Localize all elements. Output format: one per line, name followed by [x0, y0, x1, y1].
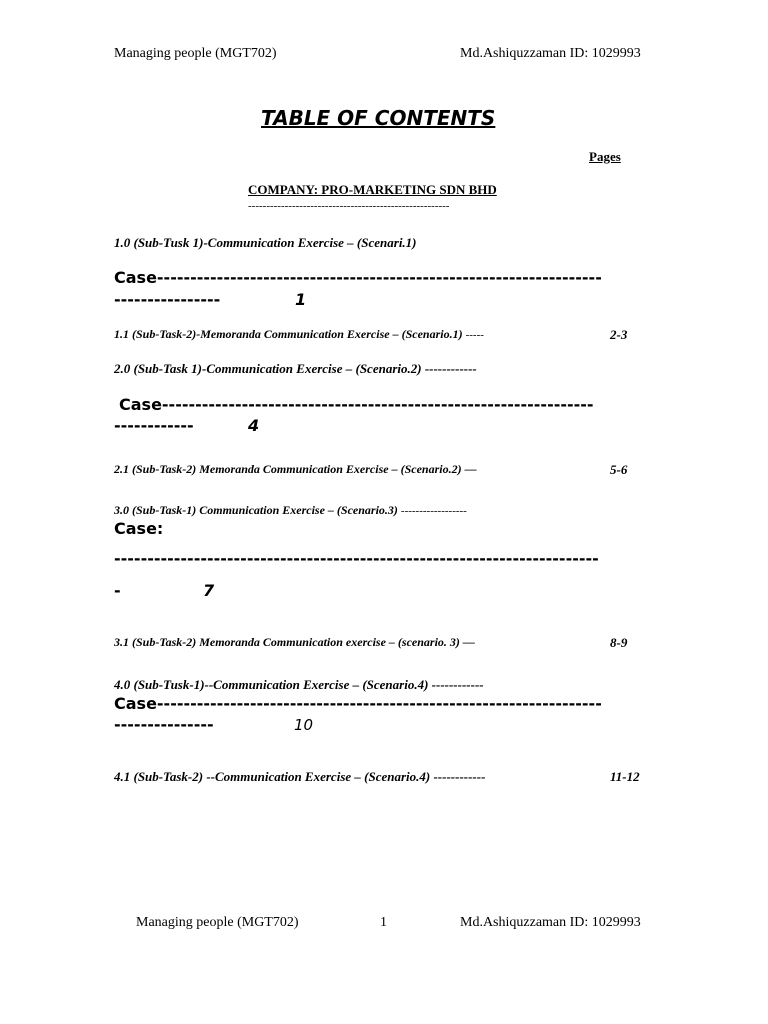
page-number: 10 — [294, 716, 314, 734]
page-number: 8-9 — [610, 635, 628, 650]
toc-entry-3-1: 3.1 (Sub-Task-2) Memoranda Communication exercise – (scenario. 3) — — [114, 635, 475, 649]
page-number: 5-6 — [610, 462, 628, 477]
case-line: ---------------- — [114, 290, 221, 309]
toc-entry-3-0 — [114, 503, 467, 518]
page-number: 4 — [248, 416, 260, 435]
entry-dashes: ------------------ — [400, 505, 467, 517]
page-number: 11-12 — [610, 769, 640, 784]
footer-page-number: 1 — [380, 915, 387, 930]
page-number: 2-3 — [610, 327, 628, 342]
case-line: Case: — [114, 519, 164, 538]
case-line: --------------- — [114, 715, 214, 734]
page-number: 7 — [203, 581, 215, 600]
toc-entry-2-0: 2.0 (Sub-Task 1)-Communication Exercise – (Scenario.2) ------------ — [114, 361, 477, 376]
toc-entry-1-1 — [114, 327, 484, 342]
case-line: Case------------------------------------------------------------------- — [114, 694, 602, 713]
case-line: - — [114, 581, 121, 600]
entry-text: 3.0 (Sub-Task-1) Communication Exercise – (Scenario.3) — [114, 503, 398, 517]
header-right: Md.Ashiquzzaman ID: 1029993 — [460, 46, 641, 61]
footer-right: Md.Ashiquzzaman ID: 1029993 — [460, 915, 641, 930]
toc-entry-4-1: 4.1 (Sub-Task-2) --Communication Exercise – (Scenario.4) ------------ — [114, 769, 486, 784]
header-left: Managing people (MGT702) — [114, 46, 277, 61]
toc-entry-4-0: 4.0 (Sub-Tusk-1)--Communication Exercise – (Scenario.4) ------------ — [114, 677, 484, 692]
entry-dashes: ----- — [465, 329, 484, 341]
pages-label: Pages — [589, 149, 621, 164]
case-line: ------------------------------------------------------------------------- — [114, 549, 599, 568]
company-rule: ------------------------------------------------------- — [248, 200, 450, 212]
toc-entry-2-1: 2.1 (Sub-Task-2) Memoranda Communication Exercise – (Scenario.2) — — [114, 462, 477, 476]
page-number: 1 — [295, 290, 307, 309]
footer-left: Managing people (MGT702) — [136, 915, 299, 930]
case-line: Case------------------------------------------------------------------- — [114, 268, 602, 287]
page-title: TABLE OF CONTENTS — [261, 106, 496, 130]
entry-text: 1.1 (Sub-Task-2)-Memoranda Communication Exercise – (Scenario.1) — [114, 327, 463, 341]
case-line: ------------ — [114, 416, 194, 435]
company-heading: COMPANY: PRO-MARKETING SDN BHD — [248, 182, 497, 197]
case-line: Case----------------------------------------------------------------- — [119, 395, 594, 414]
toc-entry-1-0: 1.0 (Sub-Tusk 1)-Communication Exercise – (Scenari.1) — [114, 235, 417, 250]
